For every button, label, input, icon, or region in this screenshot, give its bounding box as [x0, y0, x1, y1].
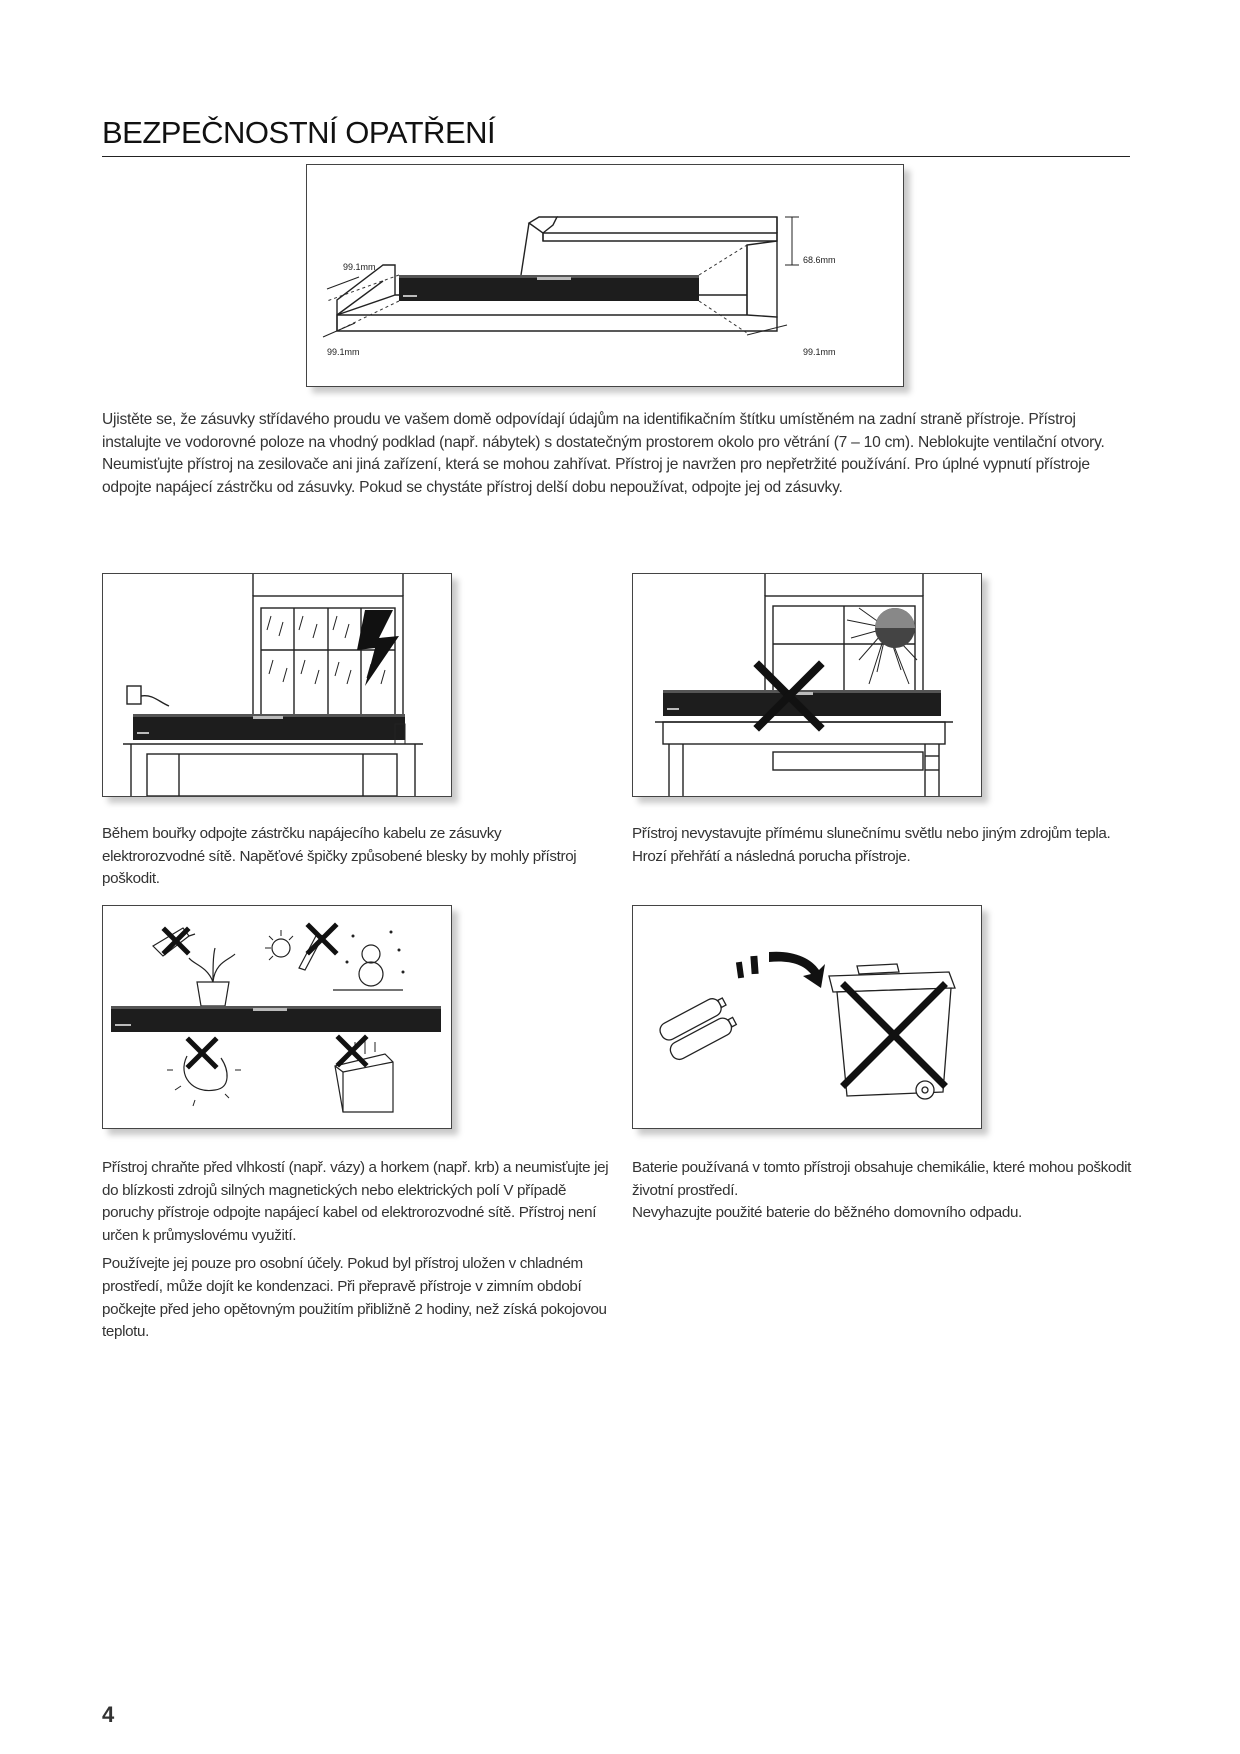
installation-clearance-figure: [306, 164, 904, 387]
intro-paragraph: Ujistěte se, že zásuvky střídavého proudu ve vašem domě odpovídají údajům na identifikačním štítku umístěném na zadní straně přístroje. Přístroj instalujte ve vodorovné poloze na vhodný podklad (např. nábytek) s dostatečným prostorem okolo pro větrání (7 – 10 cm). Neblokujte ventilační otvory. Neumisťujte přístroj na zesilovače ani jiná zařízení, která se mohou zahřívat. Přístroj je navržen pro nepřetržité používání. Pro úplné vypnutí přístroje odpojte napájecí zástrčku od zásuvky. Pokud se chystáte přístroj delší dobu nepoužívat, odpojte jej od zásuvky.: [102, 411, 1105, 496]
storm-figure: [102, 573, 452, 797]
dim-right-lower: 99.1mm: [803, 347, 836, 357]
sun-caption-text: Přístroj nevystavujte přímému slunečnímu světlu nebo jiným zdrojům tepla. Hrozí přehřátí a následná porucha přístroje.: [632, 825, 1111, 865]
dim-left-lower: 99.1mm: [327, 347, 360, 357]
dim-left-upper: 99.1mm: [343, 262, 376, 272]
sun-illustration: [633, 574, 981, 796]
sun-figure: [632, 573, 982, 797]
sun-caption: [632, 823, 1130, 874]
moisture-caption-text-1: Přístroj chraňte před vlhkostí (např. vázy) a horkem (např. krb) a neumisťujte jej do blízkosti zdrojů silných magnetických nebo elektrických polí V případě poruchy přístroje odpojte napájecí kabel od elektrorozvodné sítě. Přístroj není určen k průmyslovému využití.: [102, 1159, 609, 1244]
dim-right-height: 68.6mm: [803, 255, 836, 265]
moisture-heat-figure: [102, 905, 452, 1129]
page-title: BEZPEČNOSTNÍ OPATŘENÍ: [102, 115, 1130, 157]
cabinet-illustration: [307, 165, 903, 386]
battery-disposal-figure: [632, 905, 982, 1129]
battery-disposal-illustration: [633, 906, 981, 1128]
moisture-caption: [102, 1157, 610, 1350]
storm-illustration: [103, 574, 451, 796]
battery-caption: [632, 1157, 1132, 1225]
page-number: 4: [102, 1702, 115, 1727]
moisture-heat-illustration: [103, 906, 451, 1128]
moisture-caption-text-2: Používejte jej pouze pro osobní účely. Pokud byl přístroj uložen v chladném prostředí, může dojít ke kondenzaci. Při přepravě přístroje v zimním období počkejte před jeho opětovným použitím přibližně 2 hodiny, než získá pokojovou teplotu.: [102, 1255, 607, 1341]
battery-caption-text-2: Nevyhazujte použité baterie do běžného domovního odpadu.: [632, 1204, 1022, 1222]
storm-caption: [102, 823, 600, 897]
battery-caption-text-1: Baterie používaná v tomto přístroji obsahuje chemikálie, které mohou poškodit životní prostředí.: [632, 1159, 1131, 1199]
storm-caption-text: Během bouřky odpojte zástrčku napájecího kabelu ze zásuvky elektrorozvodné sítě. Napěťové špičky způsobené blesky by mohly přístroj poškodit.: [102, 825, 577, 888]
cross-mark-icon: [165, 926, 365, 1066]
